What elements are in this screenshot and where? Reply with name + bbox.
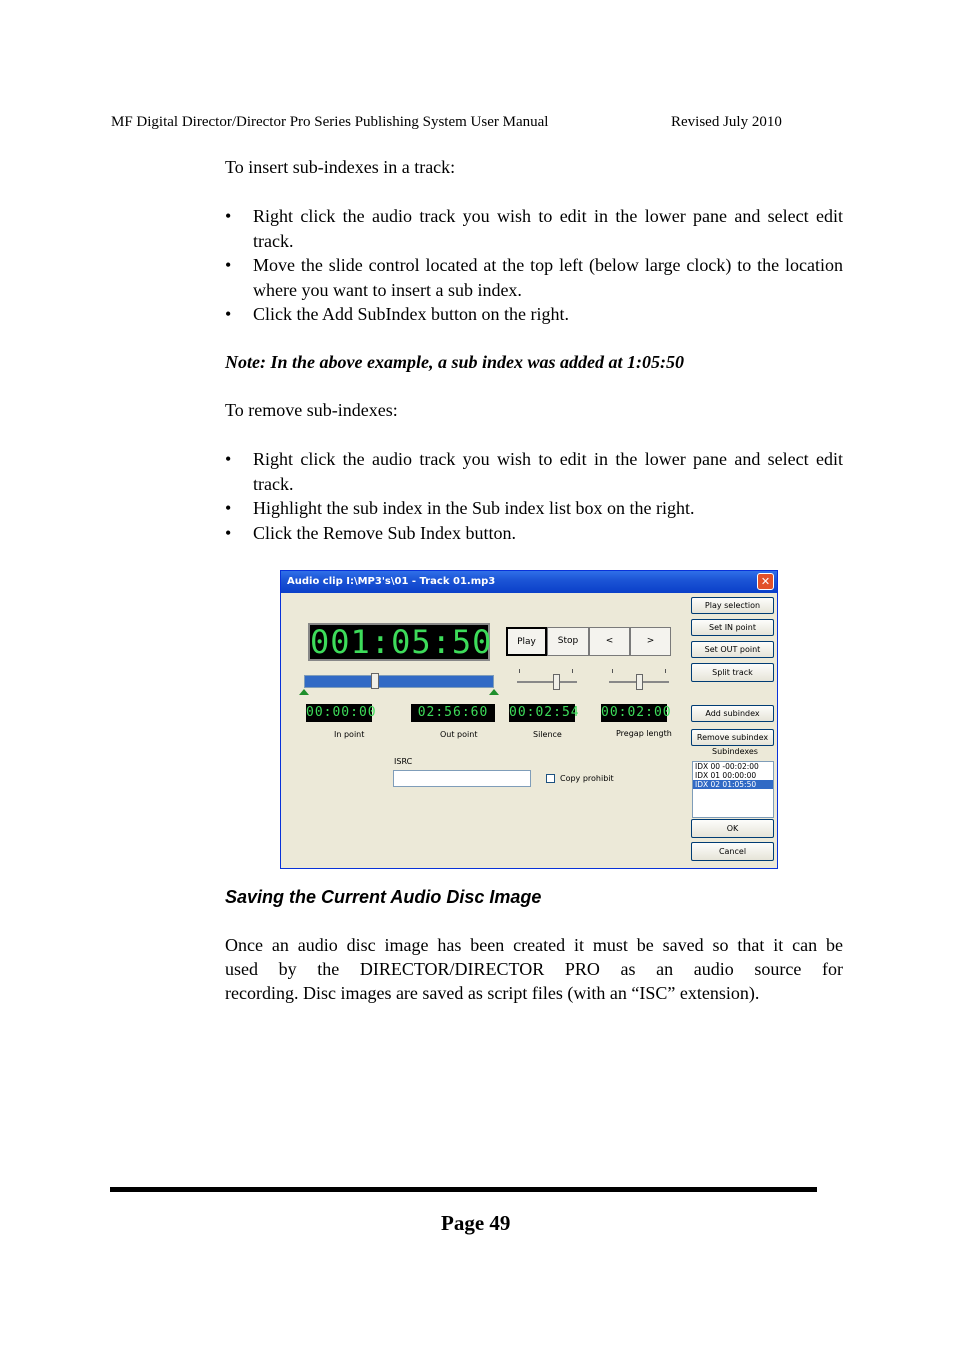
next-button[interactable]: > [630, 627, 671, 656]
in-point-display: 00:00:00 [306, 705, 377, 720]
page-number: Page 49 [441, 1211, 511, 1235]
section-heading: Saving the Current Audio Disc Image [225, 887, 542, 907]
copy-prohibit-checkbox[interactable] [546, 774, 555, 783]
subindexes-label: Subindexes [712, 747, 758, 756]
list-item-text: Click the Add SubIndex button on the right. [253, 304, 569, 324]
add-subindex-button[interactable]: Add subindex [691, 705, 774, 722]
out-marker-icon [489, 689, 499, 695]
tick-mark [572, 669, 573, 673]
list-item-text: Move the slide control located at the top left (below large clock) to the location where you want to insert a sub index. [253, 255, 843, 300]
insert-steps-list [225, 204, 843, 327]
list-item: • Right click the audio track you wish to edit in the lower pane and select edit track. [225, 206, 843, 251]
play-button[interactable]: Play [506, 627, 547, 656]
cancel-button[interactable]: Cancel [691, 842, 774, 861]
list-item-selected[interactable]: IDX 02 01:05:50 [693, 780, 773, 789]
list-item: • Move the slide control located at the top left (below large clock) to the location where you want to insert a sub index. [225, 255, 843, 300]
close-icon[interactable]: ✕ [757, 573, 774, 590]
play-selection-button[interactable]: Play selection [691, 597, 774, 614]
audio-clip-dialog [280, 570, 778, 869]
list-item[interactable]: IDX 01 00:00:00 [695, 771, 757, 780]
list-item-text: Right click the audio track you wish to edit in the lower pane and select edit track. [253, 449, 843, 494]
pregap-label: Pregap length [616, 729, 672, 738]
list-item: • Highlight the sub index in the Sub index list box on the right. [225, 498, 695, 518]
set-out-point-button[interactable]: Set OUT point [691, 641, 774, 658]
list-item-text: Right click the audio track you wish to edit in the lower pane and select edit track. [253, 206, 843, 251]
remove-subindex-button[interactable]: Remove subindex [691, 729, 774, 746]
running-header-title: MF Digital Director/Director Pro Series Publishing System User Manual [111, 114, 549, 130]
in-point-label: In point [334, 730, 365, 739]
ok-button[interactable]: OK [691, 819, 774, 838]
split-track-button[interactable]: Split track [691, 663, 774, 682]
big-clock-display: 001:05:50 [310, 623, 493, 661]
saving-line-2: used by the DIRECTOR/DIRECTOR PRO as an audio source for [225, 959, 843, 979]
list-item-text: Click the Remove Sub Index button. [253, 522, 516, 543]
in-marker-icon [299, 689, 309, 695]
saving-line-3: recording. Disc images are saved as script files (with an “ISC” extension). [225, 983, 760, 1003]
isrc-input[interactable] [393, 770, 531, 787]
remove-steps-list [225, 447, 843, 545]
pregap-slider-thumb[interactable] [636, 674, 643, 690]
note-text: Note: In the above example, a sub index was added at 1:05:50 [225, 352, 684, 372]
tick-mark [519, 669, 520, 673]
silence-slider-thumb[interactable] [553, 674, 560, 690]
dialog-title: Audio clip I:\MP3's\01 - Track 01.mp3 [287, 576, 496, 587]
list-item-text: Highlight the sub index in the Sub index list box on the right. [253, 498, 695, 518]
position-slider[interactable] [304, 675, 494, 688]
tick-mark [665, 669, 666, 673]
silence-slider[interactable] [517, 681, 577, 683]
silence-label: Silence [533, 730, 562, 739]
footer-rule [110, 1187, 817, 1192]
list-item: • Right click the audio track you wish to edit in the lower pane and select edit track. [225, 449, 843, 494]
list-item[interactable]: IDX 00 -00:02:00 [695, 762, 759, 771]
saving-line-1: Once an audio disc image has been created it must be saved so that it can be [225, 935, 843, 955]
set-in-point-button[interactable]: Set IN point [691, 619, 774, 636]
isrc-label: ISRC [394, 757, 413, 766]
dialog-titlebar [281, 571, 777, 593]
subindex-listbox[interactable] [692, 761, 774, 818]
copy-prohibit-label: Copy prohibit [560, 774, 614, 783]
pregap-display: 00:02:00 [601, 705, 672, 720]
list-item: • Click the Add SubIndex button on the right. [225, 304, 569, 324]
tick-mark [612, 669, 613, 673]
previous-button[interactable]: < [589, 627, 630, 656]
insert-intro: To insert sub-indexes in a track: [225, 157, 456, 177]
stop-button[interactable]: Stop [547, 627, 589, 656]
position-slider-thumb[interactable] [371, 673, 379, 689]
out-point-label: Out point [440, 730, 478, 739]
list-item: • Click the Remove Sub Index button. [225, 522, 516, 543]
running-header-revised: Revised July 2010 [671, 114, 782, 130]
silence-display: 00:02:54 [509, 705, 580, 720]
out-point-display: 02:56:60 [411, 704, 495, 722]
remove-intro: To remove sub-indexes: [225, 400, 398, 420]
